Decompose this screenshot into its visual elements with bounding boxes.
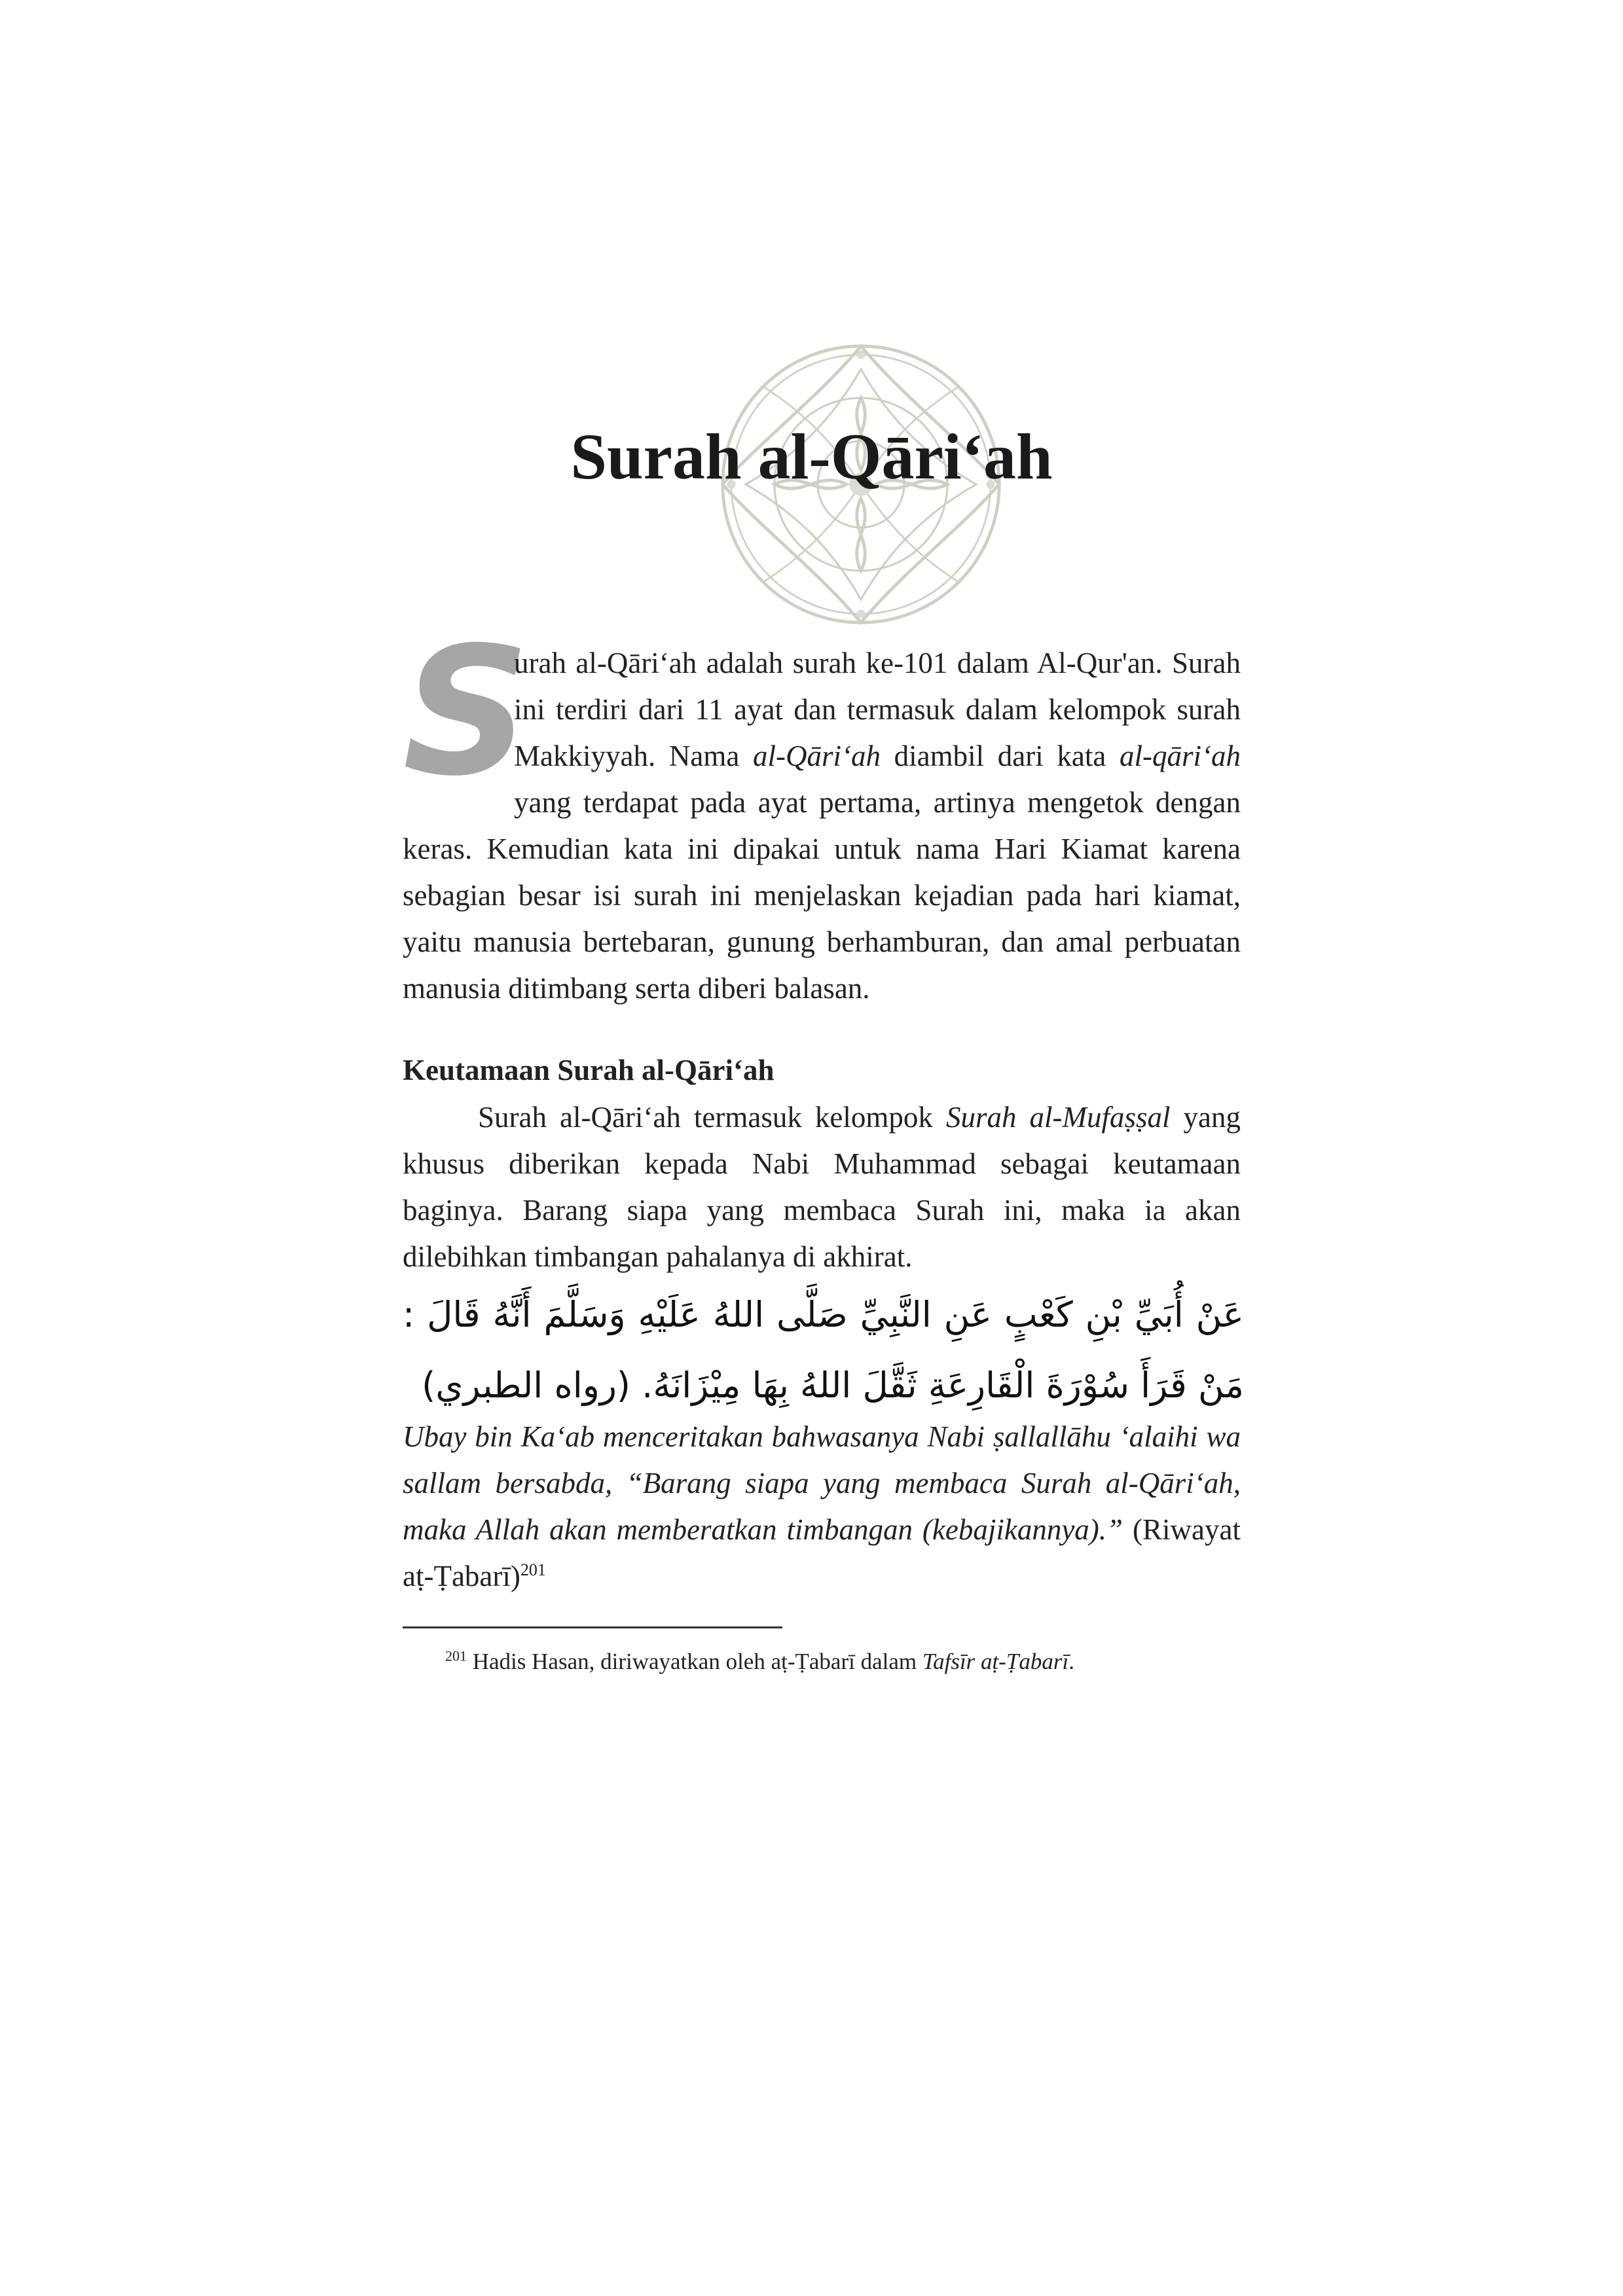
hadith-translation: Ubay bin Ka‘ab menceritakan bahwasanya Nabi ṣallallāhu ‘alaihi wa sallam bersabda, “Barang siapa yang membaca Surah al-Qāri‘ah, maka Allah akan memberatkan timbangan (kebajikannya).” (Riwayat aṭ-Ṭabarī)$^{201}$	[403, 1420, 1241, 1592]
page-title: Surah al-Qāri‘ah	[570, 420, 1053, 493]
footnote-divider	[403, 1626, 782, 1628]
section-paragraph: Surah al-Qāri‘ah termasuk kelompok Surah al-Mufaṣṣal yang khusus diberikan kepada Nabi Muhammad sebagai keutamaan baginya. Barang siapa yang membaca Surah ini, maka ia akan dilebihkan timbangan pahalanya di akhirat.	[403, 1101, 1241, 1273]
intro-paragraph	[403, 609, 1241, 1012]
footnote: $^{201}$ Hadis Hasan, diriwayatkan oleh aṭ-Ṭabarī dalam Tafsīr aṭ-Ṭabarī.	[445, 1647, 1074, 1674]
intro-text: urah al-Qāri‘ah adalah surah ke-101 dalam Al-Qur'an. Surah ini terdiri dari 11 ayat dan termasuk dalam kelompok surah Makkiyyah. Nama al-Qāri‘ah diambil dari kata al-qāri‘ah yang terdapat pada ayat pertama, artinya mengetok dengan keras. Kemudian kata ini dipakai untuk nama Hari Kiamat karena sebagian besar isi surah ini menjelaskan kejadian pada hari kiamat, yaitu manusia bertebaran, gunung berhamburan, dan amal perbuatan manusia ditimbang serta diberi balasan.	[403, 647, 1241, 1005]
drop-cap: S	[403, 609, 530, 815]
section-heading: Keutamaan Surah al-Qāri‘ah	[403, 1054, 775, 1086]
hadith-arabic: عَنْ أُبَيِّ بْنِ كَعْبٍ عَنِ النَّبِيِّ صَلَّى اللهُ عَلَيْهِ وَسَلَّمَ أَنَّهُ قَالَ : مَنْ قَرَأَ سُوْرَةَ الْقَارِعَةِ ثَقَّلَ اللهُ بِهَا مِيْزَانَهُ. (رواه الطبري)	[403, 1294, 1244, 1406]
footnote-reference: 201	[520, 1560, 546, 1579]
